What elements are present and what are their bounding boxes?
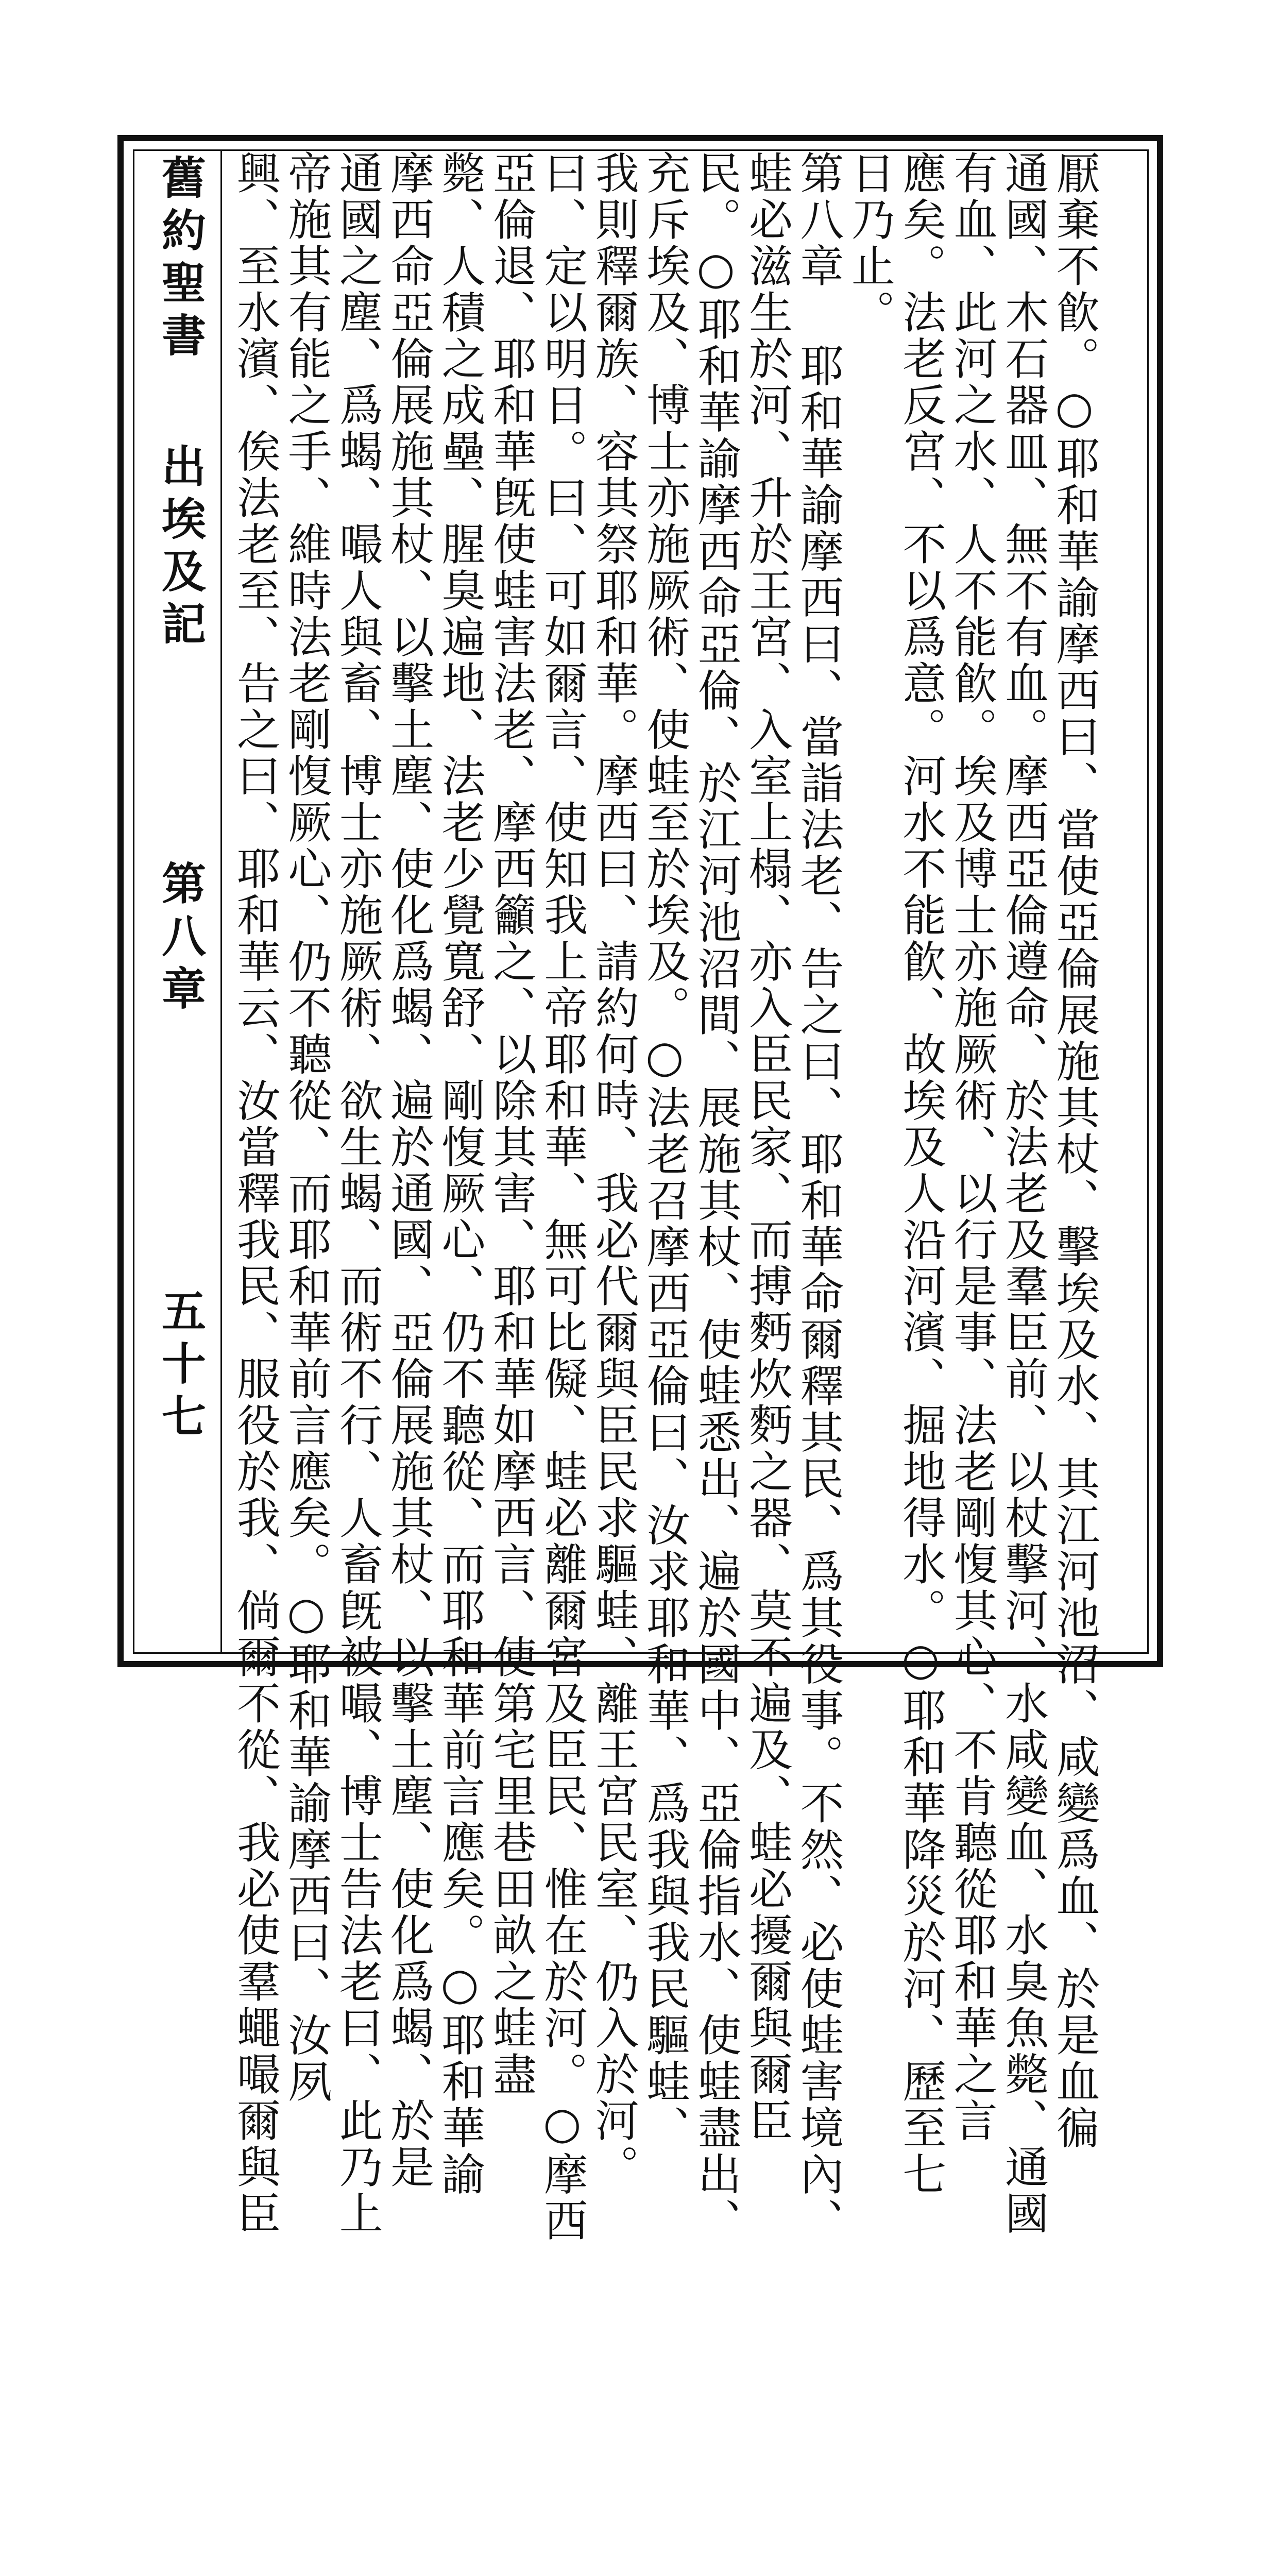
text-column-6: 第八章 耶和華諭摩西曰、當詣法老、告之曰、耶和華命爾釋其民、爲其役事。不然、必使蛙害境內、 xyxy=(792,150,844,2244)
text-column-4: 應矣。法老反宮、不以爲意。河水不能飮、故埃及人沿河濱、掘地得水。○耶和華降災於河、歷至七 xyxy=(895,150,946,2198)
text-column-7: 蛙必滋生於河、升於王宮、入室上榻、亦入臣民家、而搏麪炊麪之器、莫不遍及、蛙必擾爾與爾臣 xyxy=(741,150,793,2144)
book-title: 舊約聖書 xyxy=(154,155,206,365)
text-column-8: 民。○耶和華諭摩西命亞倫、於江河池沼間、展施其杖、使蛙悉出、遍於國中、亞倫指水、使蛙盡出、 xyxy=(690,150,742,2244)
text-column-9: 充斥埃及、博士亦施厥術、使蛙至於埃及。○法老召摩西亞倫曰、汝求耶和華、爲我與我民驅蛙、 xyxy=(639,150,690,2151)
margin-divider xyxy=(220,149,222,1654)
text-column-2: 通國、木石器皿、無不有血。摩西亞倫遵命、於法老及羣臣前、以杖擊河、水咸變血、水臭魚斃、通國 xyxy=(997,150,1049,2237)
text-column-16: 帝施其有能之手、維時法老剛愎厥心、仍不聽從、而耶和華前言應矣。○耶和華諭摩西曰、汝夙 xyxy=(280,150,332,2105)
text-column-14: 摩西命亞倫展施其杖、以擊土塵、使化爲蝎、遍於通國、亞倫展施其杖、以擊土塵、使化爲蝎、於是 xyxy=(383,150,434,2191)
text-column-12: 亞倫退、耶和華旣使蛙害法老、摩西籲之、以除其害、耶和華如摩西言、使第宅里巷田畝之蛙盡 xyxy=(485,150,537,2098)
text-column-3: 有血、此河之水、人不能飮。埃及博士亦施厥術、以行是事、法老剛愎其心、不肯聽從耶和華之言 xyxy=(946,150,998,2144)
text-column-13: 斃、人積之成壘、腥臭遍地、法老少覺寬舒、剛愎厥心、仍不聽從、而耶和華前言應矣。○耶和華諭 xyxy=(434,150,486,2198)
book-name: 出埃及記 xyxy=(154,443,206,653)
text-column-10: 我則釋爾族、容其祭耶和華。摩西曰、請約何時、我必代爾與臣民求驅蛙、離王宮民室、仍入於河。 xyxy=(588,150,639,2191)
text-column-17: 興、至水濱、俟法老至、告之曰、耶和華云、汝當釋我民、服役於我、倘爾不從、我必使羣蠅嘬爾與臣 xyxy=(229,150,281,2237)
text-column-1: 厭棄不飮。○耶和華諭摩西曰、當使亞倫展施其杖、擊埃及水、其江河池沼、咸變爲血、於是血徧 xyxy=(1048,150,1100,2151)
text-column-5: 日乃止。 xyxy=(844,150,895,336)
text-column-15: 通國之塵、爲蝎、嘬人與畜、博士亦施厥術、欲生蝎、而術不行、人畜旣被嘬、博士告法老曰、此乃上 xyxy=(332,150,383,2237)
chapter-label: 第八章 xyxy=(154,860,206,1018)
text-column-11: 曰、定以明日。曰、可如爾言、使知我上帝耶和華、無可比儗、蛙必離爾宮及臣民、惟在於河。○摩西 xyxy=(536,150,588,2244)
page-number: 五十七 xyxy=(154,1288,206,1446)
